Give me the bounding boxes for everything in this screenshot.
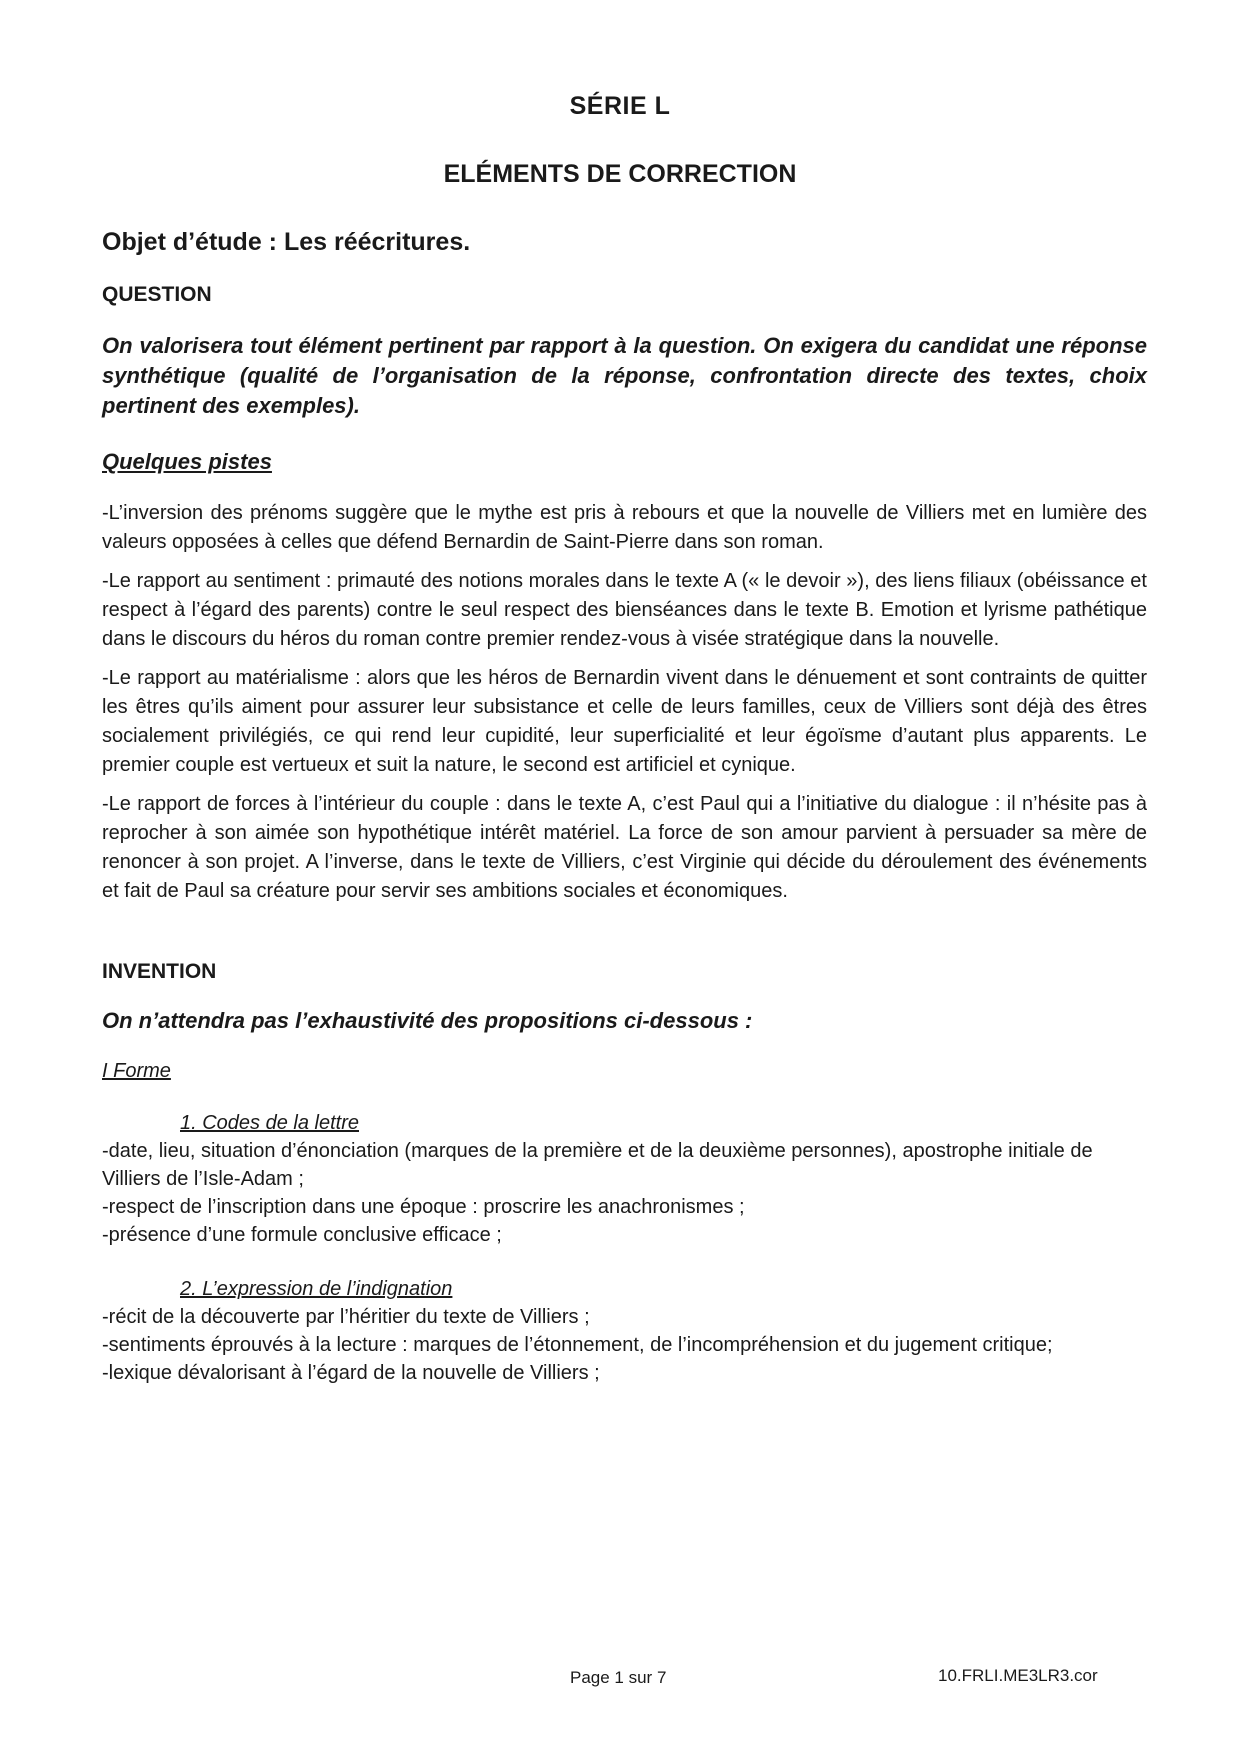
list-item: -date, lieu, situation d’énonciation (marques de la première et de la deuxième personnes), apostrophe initiale de Villiers de l’Isle-Adam ; <box>102 1140 1093 1190</box>
codes-lettre-heading: 1. Codes de la lettre <box>180 1112 359 1134</box>
page-number: Page 1 sur 7 <box>570 1668 667 1687</box>
list-item: -récit de la découverte par l’héritier du texte de Villiers ; <box>102 1306 590 1328</box>
piste-paragraph: -Le rapport de forces à l’intérieur du couple : dans le texte A, c’est Paul qui a l’initiative du dialogue : il n’hésite pas à reprocher à son aimée son hypothétique intérêt matériel. La force de son amour parvient à persuader sa mère de renoncer à son projet. A l’inverse, dans le texte de Villiers, c’est Virginie qui décide du déroulement des événements et fait de Paul sa créature pour servir ses ambitions sociales et économiques. <box>102 793 1147 902</box>
elements-title: ELÉMENTS DE CORRECTION <box>443 160 797 188</box>
section-spacer <box>102 916 1147 960</box>
list-item: -lexique dévalorisant à l’égard de la nouvelle de Villiers ; <box>102 1362 600 1384</box>
main-content <box>102 228 1147 1387</box>
invention-heading: INVENTION <box>102 960 217 983</box>
list-item: -sentiments éprouvés à la lecture : marques de l’étonnement, de l’incompréhension et du jugement critique; <box>102 1334 1053 1356</box>
piste-paragraph: -Le rapport au sentiment : primauté des notions morales dans le texte A (« le devoir »), des liens filiaux (obéissance et respect à l’égard des parents) contre le seul respect des bienséances dans le texte B. Emotion et lyrisme pathétique dans le discours du héros du roman contre premier rendez-vous à visée stratégique dans la nouvelle. <box>102 570 1147 650</box>
serie-title: SÉRIE L <box>569 92 671 120</box>
invention-intro: On n’attendra pas l’exhaustivité des propositions ci-dessous : <box>102 1008 753 1033</box>
forme-heading: I Forme <box>102 1060 171 1082</box>
piste-paragraph: -L’inversion des prénoms suggère que le mythe est pris à rebours et que la nouvelle de Villiers met en lumière des valeurs opposées à celles que défend Bernardin de Saint-Pierre dans son roman. <box>102 502 1147 553</box>
subsection-spacer <box>102 1249 1147 1275</box>
question-heading: QUESTION <box>102 283 212 306</box>
question-intro: On valorisera tout élément pertinent par rapport à la question. On exigera du candidat une réponse synthétique (qualité de l’organisation de la réponse, confrontation directe des textes, choix pertinent des exemples). <box>102 333 1147 418</box>
piste-paragraph: -Le rapport au matérialisme : alors que les héros de Bernardin vivent dans le dénuement et sont contraints de quitter les êtres qu’ils aiment pour assurer leur subsistance et celle de leurs familles, ceux de Villiers sont déjà des êtres socialement privilégiés, ce qui rend leur cupidité, leur superficialité et leur égoïsme d’autant plus apparents. Le premier couple est vertueux et suit la nature, le second est artificiel et cynique. <box>102 667 1147 776</box>
indignation-heading: 2. L’expression de l’indignation <box>180 1278 453 1300</box>
pistes-heading: Quelques pistes <box>102 449 272 474</box>
list-item: -respect de l’inscription dans une époque : proscrire les anachronismes ; <box>102 1196 745 1218</box>
document-reference: 10.FRLI.ME3LR3.cor <box>938 1666 1098 1685</box>
objet-etude-heading: Objet d’étude : Les réécritures. <box>102 228 471 256</box>
list-item: -présence d’une formule conclusive efficace ; <box>102 1224 502 1246</box>
